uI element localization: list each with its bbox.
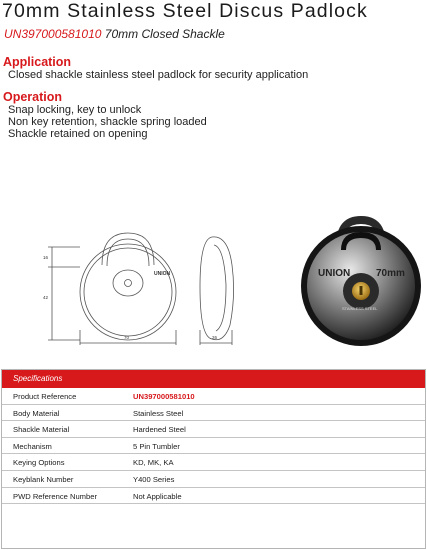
- operation-line: Non key retention, shackle spring loaded: [8, 116, 207, 128]
- application-heading: Application: [3, 55, 72, 69]
- drawing-brand-label: UNION: [154, 271, 171, 277]
- product-subtitle: [4, 27, 225, 41]
- spec-label: Mechanism: [13, 441, 52, 451]
- table-row: [2, 405, 425, 422]
- product-description: 70mm Closed Shackle: [104, 27, 225, 41]
- spec-label: Keying Options: [13, 458, 65, 468]
- spec-label: Shackle Material: [13, 425, 70, 435]
- spec-value: Y400 Series: [133, 474, 175, 484]
- dim-depth-label: 26: [212, 335, 218, 340]
- table-row: [2, 454, 425, 471]
- operation-line: Snap locking, key to unlock: [8, 104, 142, 116]
- spec-value: KD, MK, KA: [133, 458, 174, 468]
- spec-value: 5 Pin Tumbler: [133, 441, 180, 451]
- table-row: [2, 438, 425, 455]
- spec-value: Not Applicable: [133, 491, 182, 501]
- product-code: UN397000581010: [4, 27, 102, 41]
- application-line: Closed shackle stainless steel padlock for security application: [8, 69, 309, 81]
- technical-drawing: [40, 225, 250, 345]
- operation-heading: Operation: [3, 90, 63, 104]
- padlock-photo: [296, 206, 426, 356]
- page-title: 70mm Stainless Steel Discus Padlock: [2, 0, 368, 22]
- spec-label: Product Reference: [13, 392, 77, 401]
- specifications-table: [1, 369, 426, 549]
- photo-key-text: STAINLESS STEEL: [342, 306, 378, 311]
- spec-label: Body Material: [13, 408, 60, 418]
- photo-brand-label: UNION: [318, 268, 351, 279]
- table-row: [2, 421, 425, 438]
- operation-line: Shackle retained on opening: [8, 128, 148, 140]
- table-row: [2, 388, 425, 405]
- dim-side-label: 42: [43, 295, 49, 300]
- spec-value: UN397000581010: [133, 392, 195, 401]
- dim-width-label: 70: [124, 335, 130, 340]
- specifications-header: Specifications: [2, 370, 425, 388]
- spec-label: PWD Reference Number: [13, 491, 97, 501]
- table-row: [2, 488, 425, 505]
- table-row: [2, 471, 425, 488]
- spec-label: Keyblank Number: [13, 474, 74, 484]
- spec-value: Stainless Steel: [133, 408, 184, 418]
- photo-size-label: 70mm: [376, 268, 405, 279]
- dim-top-label: 16: [43, 255, 49, 260]
- spec-value: Hardened Steel: [133, 425, 186, 435]
